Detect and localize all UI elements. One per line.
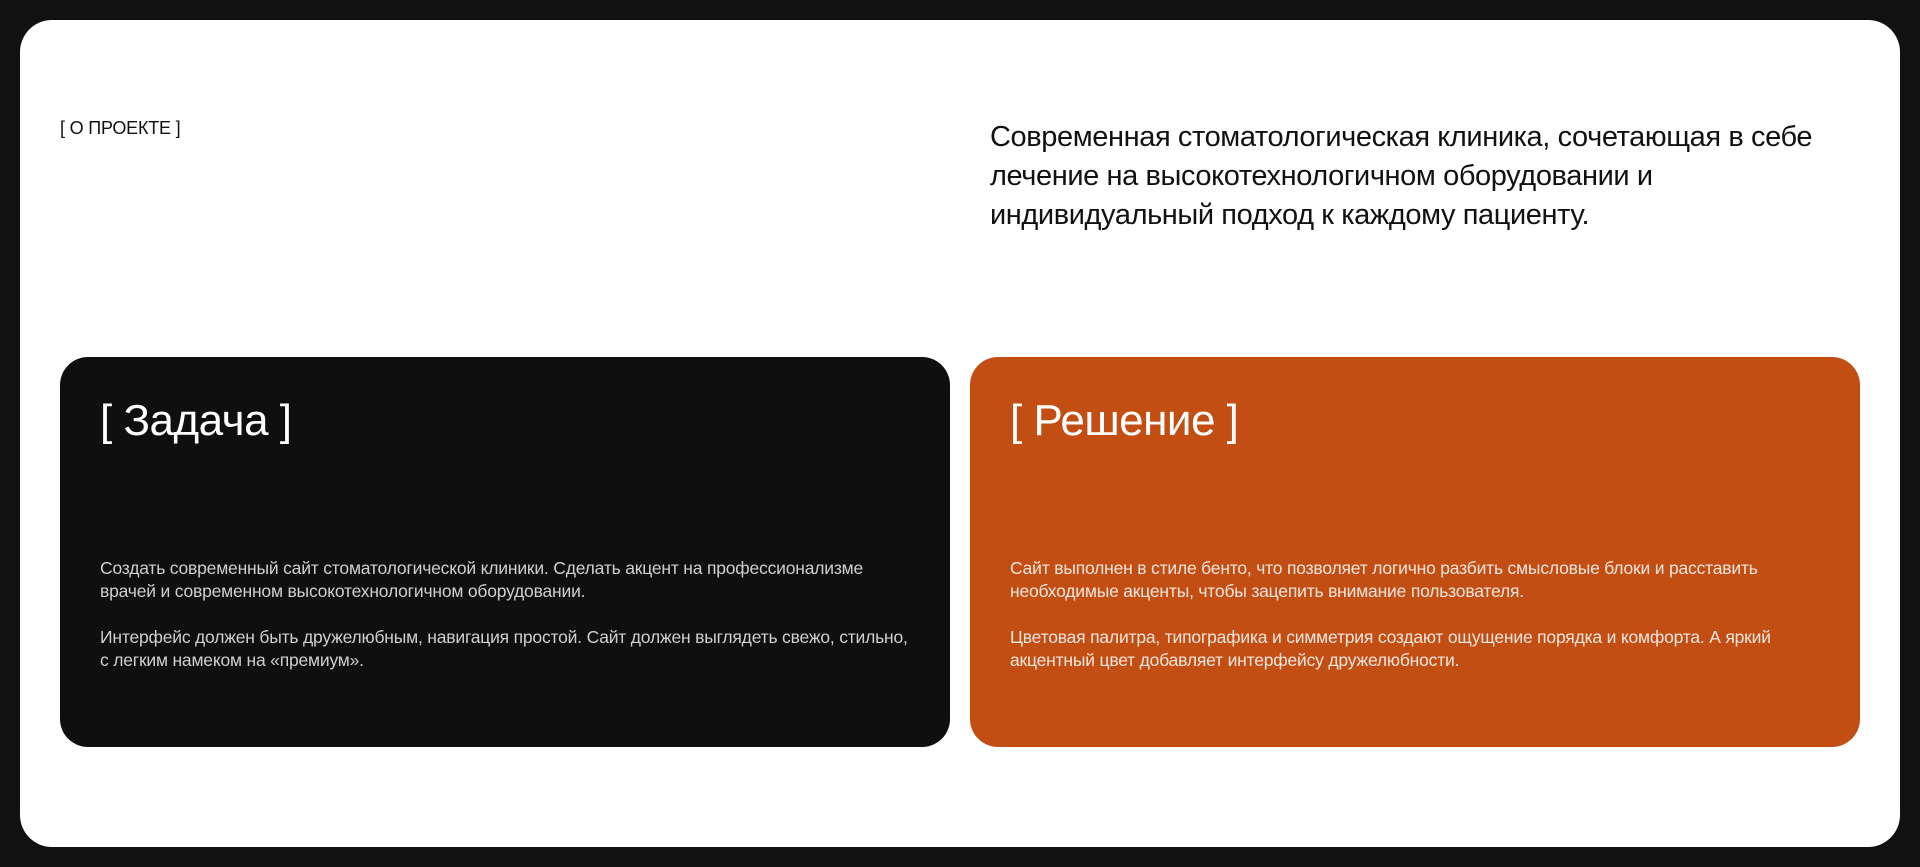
task-card-body bbox=[100, 557, 910, 695]
task-paragraph-1: Создать современный сайт стоматологической клиники. Сделать акцент на профессионализме врачей и современном высокотехнологичном оборудовании. bbox=[100, 558, 864, 601]
solution-paragraph-2: Цветовая палитра, типографика и симметрия создают ощущение порядка и комфорта. А яркий акцентный цвет добавляет интерфейсу дружелюбности. bbox=[1010, 627, 1771, 670]
task-paragraph-2: Интерфейс должен быть дружелюбным, навигация простой. Сайт должен выглядеть свежо, стильно, с легким намеком на «премиум». bbox=[100, 627, 908, 670]
project-description: Современная стоматологическая клиника, сочетающая в себе лечение на высокотехнологичном оборудовании и индивидуальный подход к каждому пациенту. bbox=[990, 121, 1813, 231]
content-frame bbox=[20, 20, 1900, 847]
task-card-title: [ Задача ] bbox=[100, 396, 292, 445]
solution-card-body bbox=[1010, 557, 1820, 695]
solution-card bbox=[970, 357, 1860, 747]
task-card bbox=[60, 357, 950, 747]
solution-card-title: [ Решение ] bbox=[1010, 396, 1239, 445]
section-label-about: [ О ПРОЕКТЕ ] bbox=[60, 118, 181, 138]
solution-paragraph-1: Сайт выполнен в стиле бенто, что позволяет логично разбить смысловые блоки и расставить необходимые акценты, чтобы зацепить внимание пользователя. bbox=[1010, 558, 1758, 601]
